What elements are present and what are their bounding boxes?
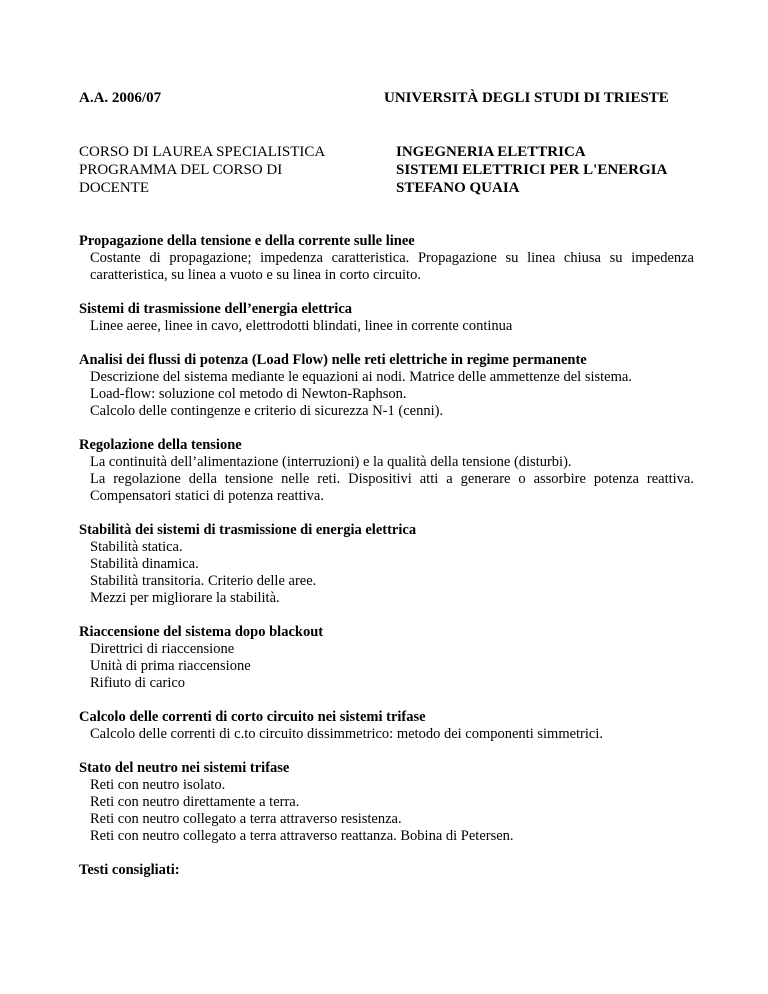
- teacher-value: STEFANO QUAIA: [396, 180, 520, 196]
- section-line: Stabilità dinamica.: [90, 556, 199, 572]
- section-title: Calcolo delle correnti di corto circuito nei sistemi trifase: [79, 709, 426, 725]
- program-value: SISTEMI ELETTRICI PER L'ENERGIA: [396, 162, 668, 178]
- syllabus-section: [79, 352, 694, 420]
- section-line: Reti con neutro collegato a terra attraverso reattanza. Bobina di Petersen.: [90, 828, 514, 844]
- section-line: Calcolo delle contingenze e criterio di sicurezza N-1 (cenni).: [90, 403, 444, 419]
- section-line: Mezzi per migliorare la stabilità.: [90, 590, 280, 606]
- teacher-label: DOCENTE: [79, 180, 149, 196]
- syllabus-section: [79, 301, 694, 335]
- section-line: Load-flow: soluzione col metodo di Newton-Raphson.: [90, 386, 407, 402]
- program-label: PROGRAMMA DEL CORSO DI: [79, 162, 283, 178]
- syllabus-section: [79, 522, 694, 607]
- academic-year-text: A.A. 2006/07: [79, 90, 162, 106]
- section-title: Propagazione della tensione e della corrente sulle linee: [79, 233, 415, 249]
- section-line: Descrizione del sistema mediante le equazioni ai nodi. Matrice delle ammettenze del sistema.: [90, 369, 632, 385]
- section-title: Regolazione della tensione: [79, 437, 242, 453]
- course-label: CORSO DI LAUREA SPECIALISTICA: [79, 144, 326, 160]
- syllabus-section: [79, 709, 694, 743]
- syllabus-section: [79, 862, 694, 879]
- course-info-labels: [79, 143, 325, 197]
- section-line: Reti con neutro isolato.: [90, 777, 226, 793]
- section-line: Direttrici di riaccensione: [90, 641, 235, 657]
- syllabus-section: [79, 624, 694, 692]
- university-name: [384, 89, 669, 107]
- section-line: Unità di prima riaccensione: [90, 658, 251, 674]
- section-line: Rifiuto di carico: [90, 675, 186, 691]
- section-title: Stabilità dei sistemi di trasmissione di energia elettrica: [79, 522, 417, 538]
- section-line: La regolazione della tensione nelle reti. Dispositivi atti a generare o assorbire potenza reattiva.: [90, 471, 694, 487]
- syllabus-section: [79, 437, 694, 505]
- section-line: Compensatori statici di potenza reattiva.: [90, 488, 324, 504]
- section-title: Analisi dei flussi di potenza (Load Flow) nelle reti elettriche in regime permanente: [79, 352, 587, 368]
- section-title: Sistemi di trasmissione dell’energia elettrica: [79, 301, 353, 317]
- course-value: INGEGNERIA ELETTRICA: [396, 144, 586, 160]
- section-title: Stato del neutro nei sistemi trifase: [79, 760, 290, 776]
- section-line: Stabilità transitoria. Criterio delle aree.: [90, 573, 317, 589]
- section-line: Reti con neutro collegato a terra attraverso resistenza.: [90, 811, 402, 827]
- syllabus-section: [79, 760, 694, 845]
- section-line: La continuità dell’alimentazione (interruzioni) e la qualità della tensione (disturbi).: [90, 454, 572, 470]
- university-name-text: UNIVERSITÀ DEGLI STUDI DI TRIESTE: [384, 90, 669, 106]
- section-title: Testi consigliati:: [79, 862, 180, 878]
- section-line: Reti con neutro direttamente a terra.: [90, 794, 300, 810]
- syllabus-sections: [79, 233, 694, 896]
- syllabus-section: [79, 233, 694, 284]
- section-line: caratteristica, su linea a vuoto e su linea in corto circuito.: [90, 267, 421, 283]
- section-title: Riaccensione del sistema dopo blackout: [79, 624, 324, 640]
- section-line: Costante di propagazione; impedenza caratteristica. Propagazione su linea chiusa su impedenza: [90, 250, 694, 266]
- course-info-values: [396, 143, 667, 197]
- section-line: Stabilità statica.: [90, 539, 183, 555]
- section-line: Calcolo delle correnti di c.to circuito dissimmetrico: metodo dei componenti simmetrici.: [90, 726, 604, 742]
- section-line: Linee aeree, linee in cavo, elettrodotti blindati, linee in corrente continua: [90, 318, 513, 334]
- academic-year: [79, 89, 161, 107]
